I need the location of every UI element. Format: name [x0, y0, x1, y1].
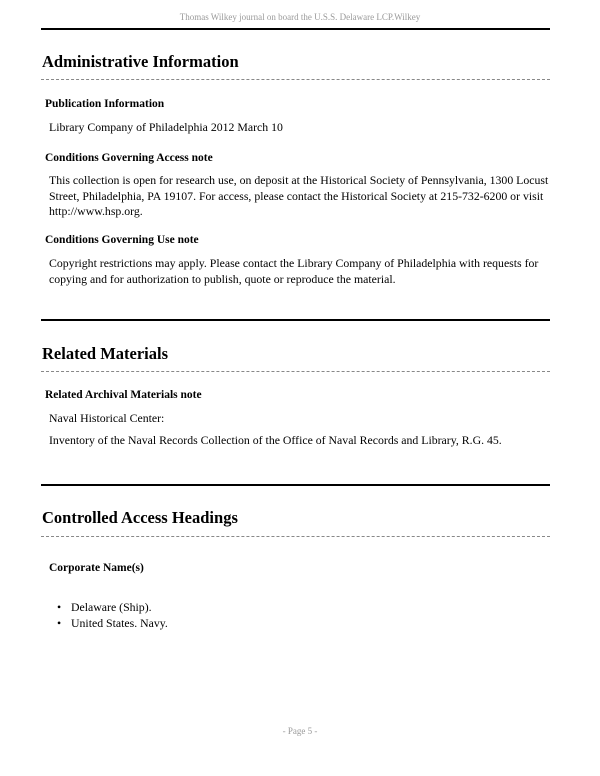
- list-item: • United States. Navy.: [55, 615, 168, 631]
- section-divider: [41, 536, 550, 537]
- access-heading: Conditions Governing Access note: [45, 152, 213, 164]
- section-title-controlled: Controlled Access Headings: [42, 508, 238, 527]
- publication-text: Library Company of Philadelphia 2012 March 10: [49, 120, 283, 134]
- administrative-information-section: [41, 28, 550, 298]
- section-title-related: Related Materials: [42, 344, 168, 363]
- section-rule: [41, 484, 550, 486]
- section-title-administrative: Administrative Information: [42, 52, 239, 71]
- running-header: Thomas Wilkey journal on board the U.S.S. Delaware LCP.Wilkey: [179, 12, 421, 22]
- access-text: This collection is open for research use, on deposit at the Historical Society of Pennsylvania, 1300 Locust Street, Philadelphia, PA 19107. For access, please contact the Historical Society at 215-732-6200 or visit http://www.hsp.org.: [49, 173, 549, 218]
- related-line-2: Inventory of the Naval Records Collection of the Office of Naval Records and Library, R.G. 45.: [49, 433, 502, 447]
- corporate-name-heading: Corporate Name(s): [49, 562, 144, 574]
- publication-heading: Publication Information: [45, 98, 165, 110]
- corporate-name-list: [55, 599, 168, 631]
- section-divider: [41, 371, 550, 372]
- use-text: Copyright restrictions may apply. Please contact the Library Company of Philadelphia with requests for copying and for authorization to publish, quote or reproduce the material.: [49, 256, 539, 286]
- related-line-1: Naval Historical Center:: [49, 411, 165, 425]
- section-rule: [41, 319, 550, 321]
- section-rule: [41, 28, 550, 30]
- related-note-heading: Related Archival Materials note: [45, 389, 202, 401]
- section-divider: [41, 79, 550, 80]
- list-item: • Delaware (Ship).: [55, 599, 168, 615]
- page-number: - Page 5 -: [282, 726, 318, 736]
- related-materials-section: [41, 319, 550, 459]
- use-heading: Conditions Governing Use note: [45, 234, 199, 246]
- controlled-access-section: [41, 484, 550, 644]
